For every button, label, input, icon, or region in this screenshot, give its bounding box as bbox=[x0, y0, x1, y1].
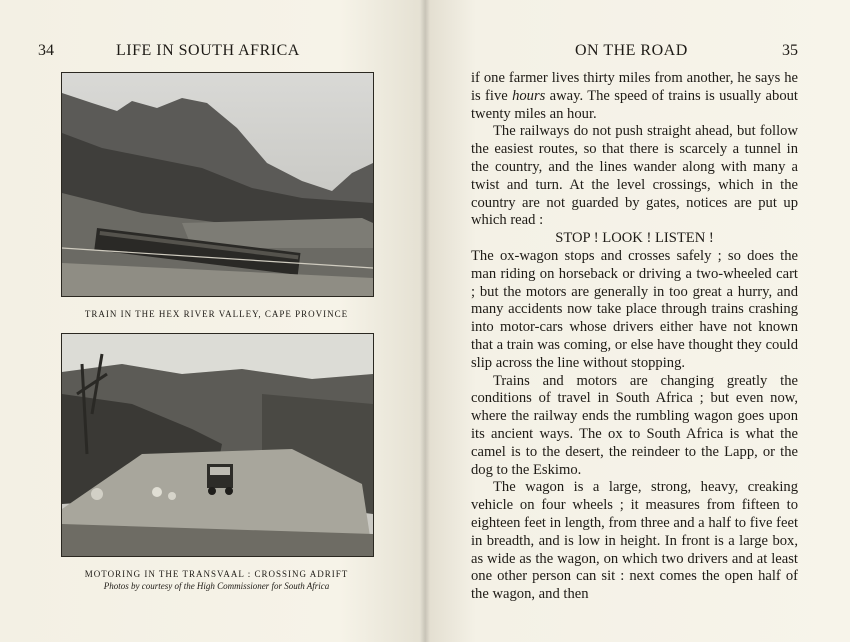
running-head-right: ON THE ROAD bbox=[575, 42, 688, 59]
photo-train-valley bbox=[61, 72, 374, 297]
paragraph-4: Trains and motors are changing greatly the conditions of travel in South Africa ; but even now, where the railway ends the rumbling wagon goes upon its ancient ways. The ox to South Africa is what the camel is to the desert, the reindeer to the Lapp, or the dog to the Eskimo. bbox=[471, 372, 798, 478]
page-number-right: 35 bbox=[782, 42, 798, 59]
page-number-left: 34 bbox=[38, 42, 54, 59]
body-text bbox=[471, 70, 798, 604]
book-gutter bbox=[420, 0, 430, 642]
photo-credit: Photos by courtesy of the High Commissioner for South Africa bbox=[103, 581, 330, 591]
photo-train-valley-image bbox=[62, 73, 373, 296]
emphasis-hours: hours bbox=[512, 87, 546, 104]
crossing-notice: STOP ! LOOK ! LISTEN ! bbox=[555, 230, 714, 247]
photo-motoring-transvaal bbox=[61, 333, 374, 557]
paragraph-1: if one farmer lives thirty miles from another, he says he is five hours away. The speed of trains is usually about twenty miles an hour. bbox=[471, 70, 798, 122]
photo1-caption: TRAIN IN THE HEX RIVER VALLEY, CAPE PROVINCE bbox=[84, 309, 349, 319]
paragraph-5: The wagon is a large, strong, heavy, creaking vehicle on four wheels ; it measures from fifteen to eighteen feet in length, from three and a half to five feet in breadth, and is low in height. In front is a large box, as wide as the wagon, on which two drivers and at least one other person can sit : next comes the open half of the wagon, and then bbox=[471, 479, 798, 603]
running-head-left: LIFE IN SOUTH AFRICA bbox=[116, 42, 300, 59]
paragraph-3: The ox-wagon stops and crosses safely ; so does the man riding on horseback or driving a two-wheeled cart ; but the motors are generally in too great a hurry, and many accidents now take place through trains crashing into motor-cars whose drivers either have not known that a train was coming, or else have thought they could slip across the line without stopping. bbox=[471, 247, 798, 371]
photo-motoring-image bbox=[62, 334, 373, 556]
paragraph-2: The railways do not push straight ahead, but follow the easiest routes, so that there is scarcely a tunnel in the country, and the lines wander along with many a twist and turn. At the level crossings, which in the country are not guarded by gates, notices are put up which read : bbox=[471, 123, 798, 229]
photo2-caption: MOTORING IN THE TRANSVAAL : CROSSING ADRIFT bbox=[84, 569, 349, 579]
